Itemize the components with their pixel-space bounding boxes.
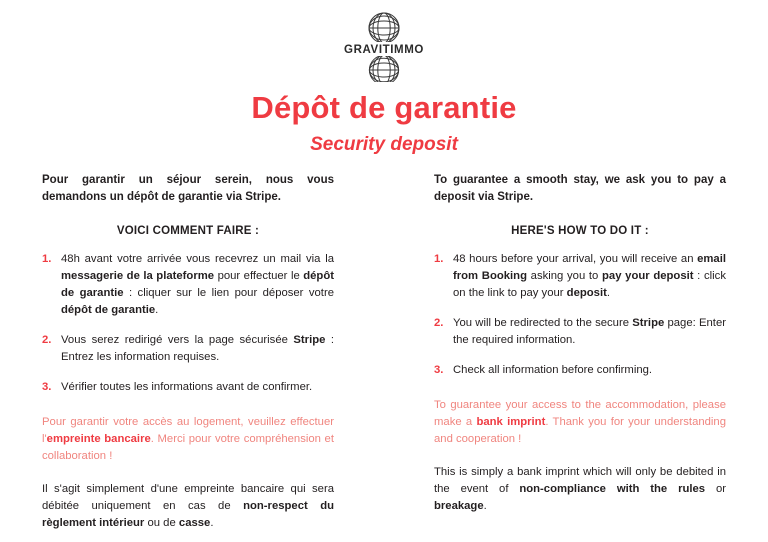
emphasis-text: deposit [566, 287, 607, 300]
step-item [42, 379, 334, 396]
note-highlight-en [434, 397, 726, 448]
step-item [434, 362, 726, 379]
step-item [434, 251, 726, 302]
plain-text: . [606, 287, 610, 300]
emphasis-text: email from Booking [453, 253, 726, 283]
plain-text: Check all information before confirming. [453, 364, 653, 377]
intro-text-en: To guarantee a smooth stay, we ask you to pay a deposit via Stripe. [434, 174, 726, 203]
emphasis-text: non-respect du règlement intérieur [42, 499, 335, 529]
plain-text: or [705, 482, 726, 495]
plain-text: ou de [144, 516, 179, 529]
plain-text: . [483, 499, 487, 512]
content-columns [0, 172, 768, 532]
steps-list-en [434, 251, 726, 379]
emphasis-text: casse [178, 516, 211, 529]
emphasis-text: pay your deposit [602, 270, 694, 283]
plain-text: : click on the link to pay your [453, 270, 726, 300]
plain-text: You will be redirected to the secure [453, 317, 633, 330]
plain-text: 48 hours before your arrival, you will receive an [453, 253, 698, 266]
plain-text: Pour garantir votre accès au logement, veuillez effectuer l' [42, 415, 334, 445]
plain-text: To guarantee your access to the accommodation, please make a [434, 398, 726, 428]
step-number: 1. [42, 253, 52, 266]
plain-text: page: Enter the required information. [453, 317, 726, 347]
page-subtitle: Security deposit [310, 134, 458, 155]
emphasis-text: breakage [434, 499, 484, 512]
note-highlight-fr [42, 414, 334, 465]
step-item [434, 315, 726, 349]
step-number: 3. [42, 380, 52, 393]
plain-text: pour effectuer le [214, 270, 304, 283]
howto-heading-en: HERE'S HOW TO DO IT : [511, 225, 649, 238]
plain-text: Vous serez redirigé vers la page sécurisée [61, 334, 294, 347]
steps-list-fr [42, 251, 334, 396]
plain-text: 48h avant votre arrivée vous recevrez un mail via la [61, 253, 334, 266]
step-number: 2. [434, 317, 444, 330]
step-item [42, 332, 334, 366]
column-english [434, 172, 726, 532]
emphasis-text: Stripe [632, 317, 665, 330]
note-detail-fr [42, 481, 334, 532]
brand-logo [0, 10, 768, 82]
emphasis-text: bank imprint [476, 415, 546, 428]
emphasis-text: dépôt de garantie [61, 270, 334, 300]
plain-text: asking you to [526, 270, 603, 283]
step-number: 3. [434, 364, 444, 377]
note-detail-en [434, 464, 726, 515]
plain-text: . [155, 304, 159, 317]
plain-text: . Thank you for your understanding and cooperation ! [434, 415, 726, 445]
step-number: 2. [42, 334, 52, 347]
howto-heading-fr: VOICI COMMENT FAIRE : [116, 225, 260, 238]
step-item [42, 251, 334, 319]
plain-text: This is simply a bank imprint which will only be debited in the event of [434, 465, 726, 495]
emphasis-text: messagerie de la plateforme [61, 270, 215, 283]
globe-icon [340, 10, 428, 82]
emphasis-text: Stripe [293, 334, 326, 347]
plain-text: . Merci pour votre compréhension et collaboration ! [42, 432, 334, 462]
plain-text: Il s'agit simplement d'une empreinte bancaire qui sera débitée uniquement en cas de [42, 482, 334, 512]
plain-text: Vérifier toutes les informations avant de confirmer. [61, 380, 313, 393]
plain-text: : cliquer sur le lien pour déposer votre [123, 287, 334, 300]
page-title: Dépôt de garantie [251, 90, 517, 125]
emphasis-text: empreinte bancaire [46, 432, 151, 445]
step-number: 1. [434, 253, 444, 266]
column-french [42, 172, 334, 532]
emphasis-text: non-compliance with the rules [519, 482, 706, 495]
intro-text-fr: Pour garantir un séjour serein, nous vous demandons un dépôt de garantie via Stripe. [42, 174, 334, 203]
emphasis-text: dépôt de garantie [61, 304, 156, 317]
brand-name: GRAVITIMMO [344, 44, 424, 56]
plain-text: . [210, 516, 214, 529]
plain-text: : Entrez les information requises. [61, 334, 335, 364]
